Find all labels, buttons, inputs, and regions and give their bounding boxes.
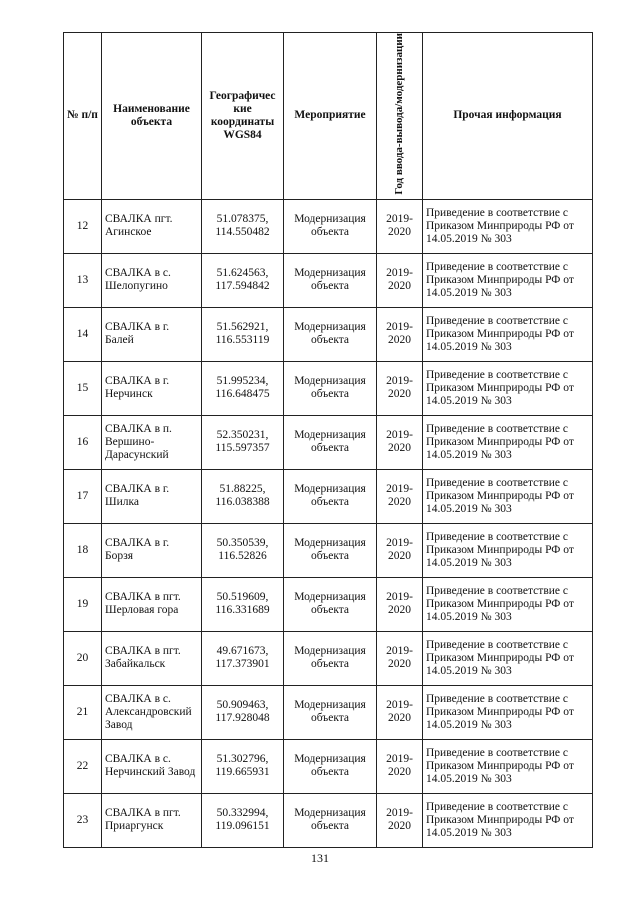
cell-coords: 51.624563, 117.594842: [202, 253, 284, 307]
table-row: [64, 307, 593, 361]
cell-info: Приведение в соответствие с Приказом Минприроды РФ от 14.05.2019 № 303: [423, 739, 593, 793]
cell-num: 16: [64, 415, 102, 469]
table-row: [64, 739, 593, 793]
cell-coords: 51.995234, 116.648475: [202, 361, 284, 415]
cell-info: Приведение в соответствие с Приказом Минприроды РФ от 14.05.2019 № 303: [423, 199, 593, 253]
cell-coords: 50.909463, 117.928048: [202, 685, 284, 739]
cell-year: 2019-2020: [377, 685, 423, 739]
table-row: [64, 361, 593, 415]
cell-num: 22: [64, 739, 102, 793]
table-row: [64, 253, 593, 307]
cell-num: 19: [64, 577, 102, 631]
cell-num: 14: [64, 307, 102, 361]
table-row: [64, 199, 593, 253]
cell-coords: 52.350231, 115.597357: [202, 415, 284, 469]
cell-name: СВАЛКА в пгт. Шерловая гора: [102, 577, 202, 631]
table-row: [64, 469, 593, 523]
cell-name: СВАЛКА пгт. Агинское: [102, 199, 202, 253]
header-year-text: Год ввода-вывода/модернизации: [393, 33, 405, 195]
table-row: [64, 685, 593, 739]
cell-coords: 51.078375, 114.550482: [202, 199, 284, 253]
cell-year: 2019-2020: [377, 199, 423, 253]
cell-name: СВАЛКА в пгт. Забайкальск: [102, 631, 202, 685]
table-row: [64, 523, 593, 577]
cell-name: СВАЛКА в г. Шилка: [102, 469, 202, 523]
cell-name: СВАЛКА в с. Нерчинский Завод: [102, 739, 202, 793]
cell-year: 2019-2020: [377, 523, 423, 577]
cell-name: СВАЛКА в с. Шелопугино: [102, 253, 202, 307]
cell-coords: 50.350539, 116.52826: [202, 523, 284, 577]
cell-info: Приведение в соответствие с Приказом Минприроды РФ от 14.05.2019 № 303: [423, 253, 593, 307]
cell-num: 18: [64, 523, 102, 577]
cell-measure: Модернизация объекта: [284, 469, 377, 523]
cell-coords: 51.302796, 119.665931: [202, 739, 284, 793]
header-num: № п/п: [64, 33, 102, 200]
cell-year: 2019-2020: [377, 793, 423, 847]
table-header-row: [64, 33, 593, 200]
cell-measure: Модернизация объекта: [284, 307, 377, 361]
cell-info: Приведение в соответствие с Приказом Минприроды РФ от 14.05.2019 № 303: [423, 469, 593, 523]
cell-name: СВАЛКА в с. Александровский Завод: [102, 685, 202, 739]
table-row: [64, 631, 593, 685]
table-body: [64, 199, 593, 847]
cell-name: СВАЛКА в г. Борзя: [102, 523, 202, 577]
cell-coords: 50.332994, 119.096151: [202, 793, 284, 847]
cell-num: 23: [64, 793, 102, 847]
cell-measure: Модернизация объекта: [284, 739, 377, 793]
cell-year: 2019-2020: [377, 415, 423, 469]
cell-coords: 50.519609, 116.331689: [202, 577, 284, 631]
table-row: [64, 793, 593, 847]
cell-info: Приведение в соответствие с Приказом Минприроды РФ от 14.05.2019 № 303: [423, 523, 593, 577]
table-row: [64, 577, 593, 631]
cell-info: Приведение в соответствие с Приказом Минприроды РФ от 14.05.2019 № 303: [423, 577, 593, 631]
cell-coords: 49.671673, 117.373901: [202, 631, 284, 685]
cell-name: СВАЛКА в г. Нерчинск: [102, 361, 202, 415]
cell-year: 2019-2020: [377, 361, 423, 415]
cell-num: 21: [64, 685, 102, 739]
cell-measure: Модернизация объекта: [284, 523, 377, 577]
cell-name: СВАЛКА в г. Балей: [102, 307, 202, 361]
cell-info: Приведение в соответствие с Приказом Минприроды РФ от 14.05.2019 № 303: [423, 415, 593, 469]
header-year: [377, 33, 423, 200]
cell-num: 12: [64, 199, 102, 253]
cell-name: СВАЛКА в пгт. Приаргунск: [102, 793, 202, 847]
table-row: [64, 415, 593, 469]
cell-year: 2019-2020: [377, 739, 423, 793]
cell-measure: Модернизация объекта: [284, 361, 377, 415]
cell-measure: Модернизация объекта: [284, 253, 377, 307]
cell-measure: Модернизация объекта: [284, 793, 377, 847]
cell-measure: Модернизация объекта: [284, 415, 377, 469]
cell-coords: 51.88225, 116.038388: [202, 469, 284, 523]
waste-sites-table: [63, 32, 593, 848]
cell-info: Приведение в соответствие с Приказом Минприроды РФ от 14.05.2019 № 303: [423, 631, 593, 685]
cell-measure: Модернизация объекта: [284, 199, 377, 253]
cell-coords: 51.562921, 116.553119: [202, 307, 284, 361]
cell-year: 2019-2020: [377, 307, 423, 361]
cell-num: 17: [64, 469, 102, 523]
header-name: Наименование объекта: [102, 33, 202, 200]
cell-measure: Модернизация объекта: [284, 577, 377, 631]
header-info: Прочая информация: [423, 33, 593, 200]
page-number: 131: [311, 851, 329, 865]
cell-year: 2019-2020: [377, 577, 423, 631]
cell-info: Приведение в соответствие с Приказом Минприроды РФ от 14.05.2019 № 303: [423, 361, 593, 415]
cell-num: 13: [64, 253, 102, 307]
cell-num: 20: [64, 631, 102, 685]
cell-info: Приведение в соответствие с Приказом Минприроды РФ от 14.05.2019 № 303: [423, 685, 593, 739]
cell-info: Приведение в соответствие с Приказом Минприроды РФ от 14.05.2019 № 303: [423, 793, 593, 847]
cell-measure: Модернизация объекта: [284, 685, 377, 739]
cell-measure: Модернизация объекта: [284, 631, 377, 685]
header-coords: Географичес кие координаты WGS84: [202, 33, 284, 200]
header-measure: Мероприятие: [284, 33, 377, 200]
cell-year: 2019-2020: [377, 469, 423, 523]
cell-name: СВАЛКА в п. Вершино-Дарасунский: [102, 415, 202, 469]
cell-year: 2019-2020: [377, 631, 423, 685]
cell-info: Приведение в соответствие с Приказом Минприроды РФ от 14.05.2019 № 303: [423, 307, 593, 361]
cell-num: 15: [64, 361, 102, 415]
cell-year: 2019-2020: [377, 253, 423, 307]
